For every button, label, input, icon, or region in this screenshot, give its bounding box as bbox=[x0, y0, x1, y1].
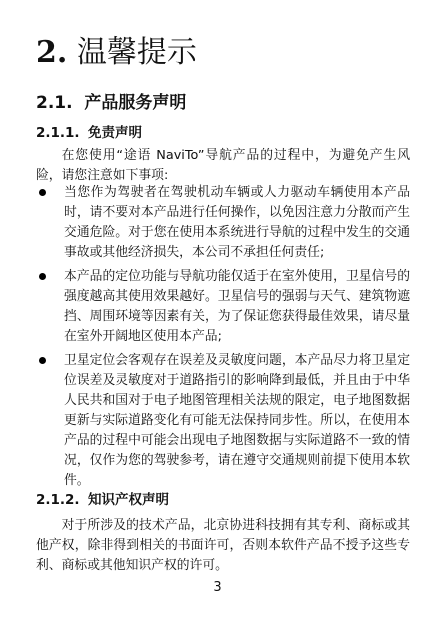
list-item bbox=[36, 267, 410, 347]
section-heading: 2.1. 产品服务声明 bbox=[36, 93, 187, 113]
disclaimer-heading bbox=[36, 121, 142, 141]
list-item bbox=[36, 183, 410, 263]
disclaimer-bullet-list bbox=[36, 183, 410, 495]
ip-title: 知识产权声明 bbox=[88, 492, 169, 508]
disclaimer-intro: 在您使用“途语 NaviTo”导航产品的过程中，为避免产生风险，请您注意如下事项: bbox=[36, 148, 410, 183]
disclaimer-title: 免责声明 bbox=[88, 125, 142, 141]
list-item-text: 本产品的定位功能与导航功能仅适于在室外使用，卫星信号的强度越高其使用效果越好。卫星信号的强弱与天气、建筑物遮挡、周围环境等因素有关，为了保证您获得最佳效果，请尽量在室外开阔地区使用本产品; bbox=[64, 269, 410, 344]
list-item-text: 当您作为驾驶者在驾驶机动车辆或人力驱动车辆使用本产品时，请不要对本产品进行任何操作，以免因注意力分散而产生交通危险。对于您在使用本系统进行导航的过程中发生的交通事故或其他经济损失，本公司不承担任何责任; bbox=[64, 185, 410, 260]
ip-body: 对于所涉及的技术产品，北京协进科技拥有其专利、商标或其他产权，除非得到相关的书面许可，否则本软件产品不授予这些专利、商标或其他知识产权的许可。 bbox=[36, 518, 410, 573]
chapter-heading bbox=[36, 35, 197, 70]
list-item-text: 卫星定位会客观存在误差及灵敏度问题，本产品尽力将卫星定位误差及灵敏度对于道路指引的影响降到最低，并且由于中华人民共和国对于电子地图管理相关法规的限定，电子地图数据更新与实际道路变化有可能无法保持同步性。所以，在使用本产品的过程中可能会出现电子地图数据与实际道路不一致的情况，仅作为您的驾驶参考，请在遵守交通规则前提下使用本软件。 bbox=[64, 353, 410, 488]
ip-number: 2.1.2. bbox=[36, 492, 80, 508]
disclaimer-number: 2.1.1. bbox=[36, 125, 80, 141]
bullet-icon bbox=[39, 189, 46, 196]
bullet-icon bbox=[39, 357, 46, 364]
list-item bbox=[36, 351, 410, 491]
ip-heading bbox=[36, 488, 169, 508]
chapter-number: 2. bbox=[36, 35, 68, 70]
page-number: 3 bbox=[213, 580, 222, 595]
bullet-icon bbox=[39, 273, 46, 280]
chapter-title: 温馨提示 bbox=[76, 35, 197, 70]
